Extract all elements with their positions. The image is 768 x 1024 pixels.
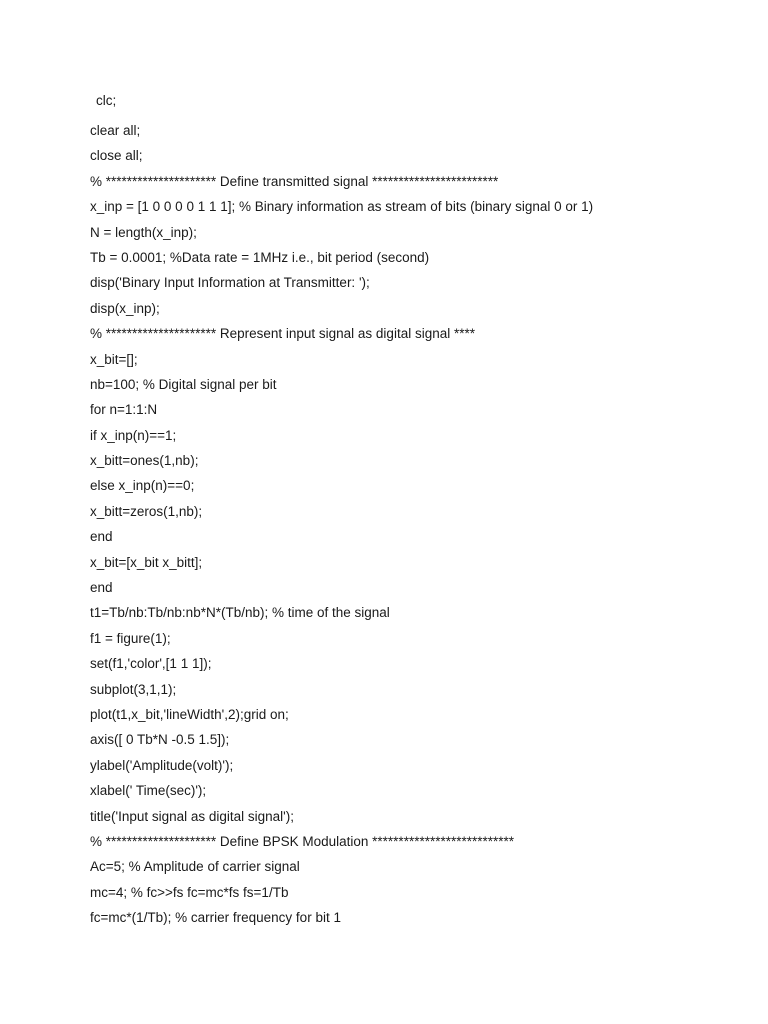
code-line: ylabel('Amplitude(volt)');	[90, 757, 234, 773]
code-line: disp(x_inp);	[90, 300, 160, 316]
code-line: Tb = 0.0001; %Data rate = 1MHz i.e., bit period (second)	[90, 249, 430, 265]
code-line: N = length(x_inp);	[90, 224, 197, 240]
code-line: end	[90, 580, 113, 596]
code-line: plot(t1,x_bit,'lineWidth',2);grid on;	[90, 706, 289, 722]
code-line-clc: clc;	[96, 93, 117, 108]
code-line: mc=4; % fc>>fs fc=mc*fs fs=1/Tb	[90, 884, 289, 900]
code-line: disp('Binary Input Information at Transmitter: ');	[90, 275, 370, 291]
code-line: f1 = figure(1);	[90, 630, 171, 646]
code-line: % ********************* Define transmitted signal ************************	[90, 173, 499, 189]
code-line: nb=100; % Digital signal per bit	[90, 376, 277, 392]
code-line: Ac=5; % Amplitude of carrier signal	[90, 859, 300, 875]
code-line: subplot(3,1,1);	[90, 681, 177, 697]
code-line: title('Input signal as digital signal');	[90, 808, 295, 824]
code-line: % ********************* Represent input signal as digital signal ****	[90, 326, 475, 342]
code-line: t1=Tb/nb:Tb/nb:nb*N*(Tb/nb); % time of the signal	[90, 605, 390, 621]
code-line: end	[90, 529, 113, 545]
code-line: if x_inp(n)==1;	[90, 427, 177, 443]
code-line: xlabel(' Time(sec)');	[90, 783, 207, 799]
code-line: set(f1,'color',[1 1 1]);	[90, 656, 212, 672]
code-line: x_bitt=zeros(1,nb);	[90, 503, 203, 519]
code-line: fc=mc*(1/Tb); % carrier frequency for bit 1	[90, 910, 341, 926]
code-line: x_bitt=ones(1,nb);	[90, 453, 199, 469]
code-line: % ********************* Define BPSK Modulation ***************************	[90, 833, 515, 849]
code-line: x_bit=[];	[90, 351, 138, 367]
code-line: clear all;	[90, 123, 141, 138]
code-line: axis([ 0 Tb*N -0.5 1.5]);	[90, 732, 230, 748]
code-line: x_bit=[x_bit x_bitt];	[90, 554, 203, 570]
code-line: close all;	[90, 148, 143, 164]
code-line: x_inp = [1 0 0 0 0 1 1 1]; % Binary information as stream of bits (binary signal 0 or 1)	[90, 199, 594, 215]
code-listing	[90, 121, 593, 934]
code-line: for n=1:1:N	[90, 402, 158, 418]
code-line: else x_inp(n)==0;	[90, 478, 195, 494]
